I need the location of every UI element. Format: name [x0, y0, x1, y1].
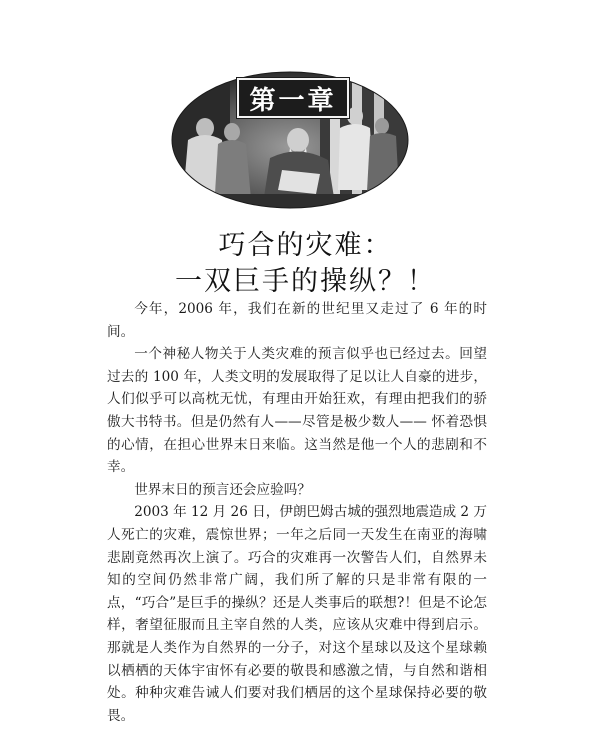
paragraph: 世界末日的预言还会应验吗？ — [134, 481, 311, 498]
chapter-title-line-2: 一双巨手的操纵？！ — [175, 266, 436, 297]
paragraph: 2003 年 12 月 26 日，伊朗巴姆古城的强烈地震造成 2 万人死亡的灾难，震惊世界；一年之后同一天发生在南亚的海啸悲剧竟然再次上演了。巧合的灾难再一次警告人们，自然界未知的空间仍然非常广阔，我们所了解的只是非常有限的一点，“巧合”是巨手的操纵？还是人类事后的联想?！但是不论怎样，奢望征服而且主宰自然的人类，应该从灾难中得到启示。那就是人类作为自然界的一分子，对这个星球以及这个星球赖以栖栖的天体宇宙怀有必要的敬畏和感激之情，与自然和谐相处。种种灾难告诫人们要对我们栖居的这个星球保持必要的敬畏。 — [107, 504, 487, 724]
body-text — [107, 298, 487, 727]
paragraph: 今年，2006 年，我们在新的世纪里又走过了 6 年的时间。 — [107, 301, 487, 340]
chapter-title-line-1: 巧合的灾难： — [218, 230, 393, 261]
chapter-label: 第一章 — [237, 78, 349, 118]
paragraph: 一个神秘人物关于人类灾难的预言似乎也已经过去。回望过去的 100 年，人类文明的发展取得了足以让人自豪的进步，人们似乎可以高枕无忧，有理由开始狂欢，有理由把我们的骄傲大书特书。但是仍然有人——尽管是极少数人—— 怀着恐惧的心情，在担心世界末日来临。这当然是他一个人的悲剧和不幸。 — [107, 346, 487, 476]
